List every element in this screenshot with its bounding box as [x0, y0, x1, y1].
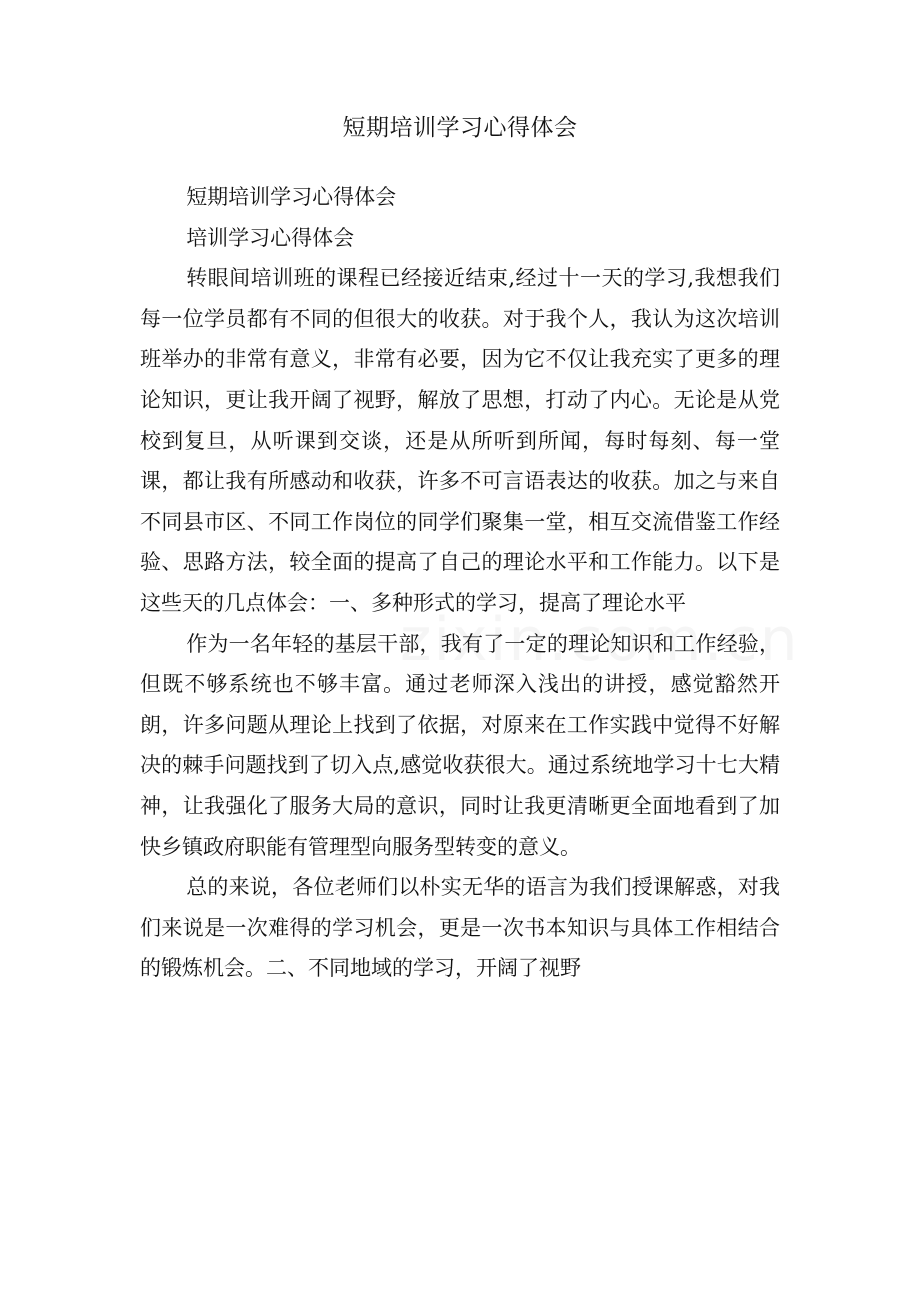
paragraph-summary: 总的来说，各位老师们以朴实无华的语言为我们授课解惑，对我们来说是一次难得的学习机会，更是一次书本知识与具体工作相结合的锻炼机会。二、不同地域的学习，开阔了视野 — [140, 875, 780, 981]
paragraph-heading: 培训学习心得体会 — [186, 225, 355, 250]
paragraph-intro: 转眼间培训班的课程已经接近结束,经过十一天的学习,我想我们每一位学员都有不同的但很大的收获。对于我个人，我认为这次培训班举办的非常有意义，非常有必要，因为它不仅让我充实了更多的理论知识，更让我开阔了视野，解放了思想，打动了内心。无论是从党校到复旦，从听课到交谈，还是从所听到所闻，每时每刻、每一堂课，都让我有所感动和收获，许多不可言语表达的收获。加之与来自不同县市区、不同工作岗位的同学们聚集一堂，相互交流借鉴工作经验、思路方法，较全面的提高了自己的理论水平和工作能力。以下是这些天的几点体会：一、多种形式的学习，提高了理论水平 — [140, 266, 780, 615]
paragraph-section-one: 作为一名年轻的基层干部，我有了一定的理论知识和工作经验，但既不够系统也不够丰富。通过老师深入浅出的讲授，感觉豁然开朗，许多问题从理论上找到了依据，对原来在工作实践中觉得不好解决的棘手问题找到了切入点,感觉收获很大。通过系统地学习十七大精神，让我强化了服务大局的意识，同时让我更清晰更全面地看到了加快乡镇政府职能有管理型向服务型转变的意义。 — [140, 631, 780, 859]
document-body — [140, 177, 780, 989]
document-title: 短期培训学习心得体会 — [342, 115, 578, 141]
paragraph-subtitle: 短期培训学习心得体会 — [186, 185, 397, 209]
